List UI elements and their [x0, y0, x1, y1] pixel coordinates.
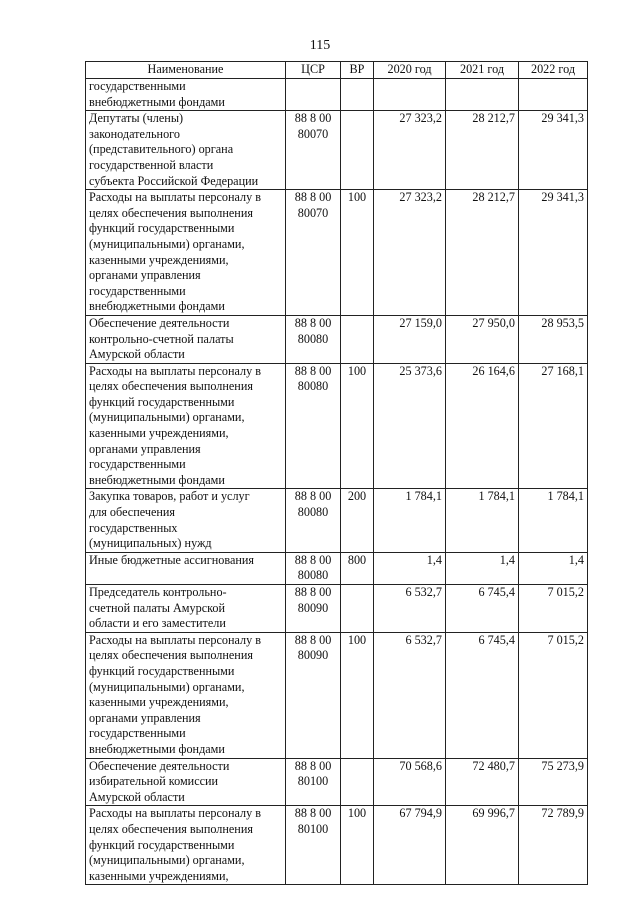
cell-name: Депутаты (члены) законодательного (представительного) органа государственной власти субъекта Российской Федерации: [86, 111, 286, 190]
cell-2022: 75 273,9: [519, 758, 588, 806]
cell-2022: 29 341,3: [519, 190, 588, 316]
cell-2020: 27 159,0: [374, 315, 446, 363]
cell-vr: [341, 758, 374, 806]
cell-vr: 800: [341, 552, 374, 584]
cell-2021: 1,4: [446, 552, 519, 584]
cell-name: Расходы на выплаты персоналу в целях обеспечения выполнения функций государственными (муниципальными) органами, казенными учреждениями,: [86, 806, 286, 885]
cell-2022: 1,4: [519, 552, 588, 584]
cell-2021: 72 480,7: [446, 758, 519, 806]
cell-2021: 1 784,1: [446, 489, 519, 552]
cell-2020: 67 794,9: [374, 806, 446, 885]
cell-name: государственными внебюджетными фондами: [86, 79, 286, 111]
cell-2022: 72 789,9: [519, 806, 588, 885]
cell-vr: 100: [341, 806, 374, 885]
cell-2021: 6 745,4: [446, 632, 519, 758]
cell-csr: 88 8 00 80080: [286, 315, 341, 363]
budget-table: [85, 61, 588, 885]
cell-2020: [374, 79, 446, 111]
cell-name: Расходы на выплаты персоналу в целях обеспечения выполнения функций государственными (муниципальными) органами, казенными учреждениями, органами управления государственными внебюджетными фондами: [86, 632, 286, 758]
cell-2021: 28 212,7: [446, 190, 519, 316]
cell-vr: 100: [341, 190, 374, 316]
cell-2022: 7 015,2: [519, 632, 588, 758]
header-name: Наименование: [86, 62, 286, 79]
cell-name: Закупка товаров, работ и услуг для обеспечения государственных (муниципальных) нужд: [86, 489, 286, 552]
cell-2022: 27 168,1: [519, 363, 588, 489]
cell-2021: [446, 79, 519, 111]
header-2021: 2021 год: [446, 62, 519, 79]
table-row: [86, 190, 588, 316]
cell-csr: 88 8 00 80070: [286, 190, 341, 316]
cell-vr: [341, 315, 374, 363]
table-row: [86, 632, 588, 758]
cell-vr: 100: [341, 632, 374, 758]
cell-name: Иные бюджетные ассигнования: [86, 552, 286, 584]
cell-2020: 6 532,7: [374, 585, 446, 633]
page-number: 115: [309, 38, 331, 53]
cell-vr: [341, 79, 374, 111]
cell-vr: 200: [341, 489, 374, 552]
cell-vr: [341, 585, 374, 633]
cell-name: Председатель контрольно- счетной палаты Амурской области и его заместители: [86, 585, 286, 633]
cell-2021: 26 164,6: [446, 363, 519, 489]
cell-csr: 88 8 00 80080: [286, 363, 341, 489]
cell-2020: 1 784,1: [374, 489, 446, 552]
cell-csr: [286, 79, 341, 111]
cell-2020: 1,4: [374, 552, 446, 584]
cell-csr: 88 8 00 80100: [286, 758, 341, 806]
table-row: [86, 758, 588, 806]
cell-2021: 69 996,7: [446, 806, 519, 885]
cell-name: Расходы на выплаты персоналу в целях обеспечения выполнения функций государственными (муниципальными) органами, казенными учреждениями, органами управления государственными внебюджетными фондами: [86, 363, 286, 489]
cell-2021: 6 745,4: [446, 585, 519, 633]
cell-2020: 27 323,2: [374, 190, 446, 316]
cell-csr: 88 8 00 80070: [286, 111, 341, 190]
table-row: [86, 489, 588, 552]
cell-2020: 6 532,7: [374, 632, 446, 758]
header-2022: 2022 год: [519, 62, 588, 79]
cell-2022: 28 953,5: [519, 315, 588, 363]
cell-vr: 100: [341, 363, 374, 489]
cell-2022: 1 784,1: [519, 489, 588, 552]
table-row: [86, 315, 588, 363]
cell-2022: 7 015,2: [519, 585, 588, 633]
header-2020: 2020 год: [374, 62, 446, 79]
cell-csr: 88 8 00 80090: [286, 585, 341, 633]
table-header-row: [86, 62, 588, 79]
cell-csr: 88 8 00 80080: [286, 552, 341, 584]
cell-vr: [341, 111, 374, 190]
cell-2021: 28 212,7: [446, 111, 519, 190]
cell-2022: [519, 79, 588, 111]
header-vr: ВР: [341, 62, 374, 79]
table-row: [86, 363, 588, 489]
cell-csr: 88 8 00 80080: [286, 489, 341, 552]
table-row: [86, 552, 588, 584]
cell-2020: 70 568,6: [374, 758, 446, 806]
cell-2020: 27 323,2: [374, 111, 446, 190]
cell-2022: 29 341,3: [519, 111, 588, 190]
cell-name: Обеспечение деятельности избирательной комиссии Амурской области: [86, 758, 286, 806]
cell-name: Обеспечение деятельности контрольно-счетной палаты Амурской области: [86, 315, 286, 363]
cell-csr: 88 8 00 80090: [286, 632, 341, 758]
table-row: [86, 585, 588, 633]
cell-2020: 25 373,6: [374, 363, 446, 489]
table-body: [86, 79, 588, 885]
cell-csr: 88 8 00 80100: [286, 806, 341, 885]
cell-2021: 27 950,0: [446, 315, 519, 363]
cell-name: Расходы на выплаты персоналу в целях обеспечения выполнения функций государственными (муниципальными) органами, казенными учреждениями, органами управления государственными внебюджетными фондами: [86, 190, 286, 316]
table-row: [86, 806, 588, 885]
table-row: [86, 79, 588, 111]
table-row: [86, 111, 588, 190]
header-csr: ЦСР: [286, 62, 341, 79]
